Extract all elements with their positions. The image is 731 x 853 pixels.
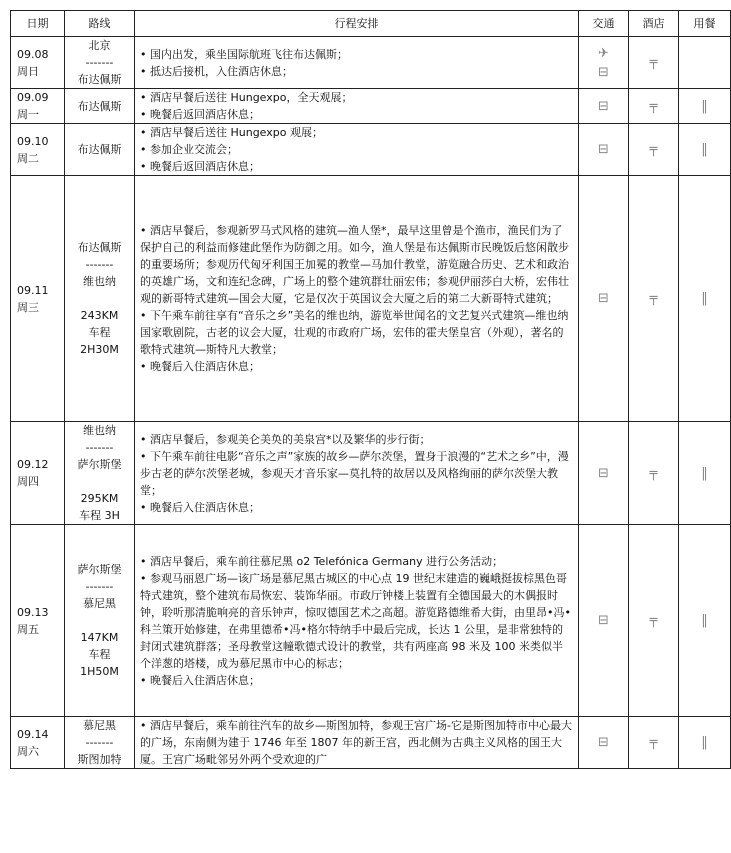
row-schedule (135, 89, 579, 124)
row-meal (679, 422, 731, 525)
header-hotel: 酒店 (629, 11, 679, 37)
row-date: 09.09 周一 (11, 89, 65, 124)
header-transport: 交通 (579, 11, 629, 37)
schedule-item: • 下午乘车前往享有“音乐之乡”美名的维也纳，游览举世闻名的文艺复兴式建筑—维也纳国家歌剧院，古老的议会大厦，壮观的市政府广场，宏伟的霍夫堡皇宫（外观），著名的歌特式建筑—斯特凡大教堂； (140, 309, 569, 356)
meal-icon: ‖ (701, 613, 708, 628)
schedule-item: • 酒店早餐后，乘车前往汽车的故乡—斯图加特，参观王宫广场-它是斯图加特市中心最大的广场，东南侧为建于 1746 年至 1807 年的新王宫，西北侧为古典主义风格的国王大厦。王宫广场毗邻另外两个受欢迎的广 (140, 719, 572, 766)
row-route: 慕尼黑 ------- 斯图加特 (65, 717, 135, 769)
header-route: 路线 (65, 11, 135, 37)
bus-icon: ⊟ (598, 613, 609, 628)
header-meal: 用餐 (679, 11, 731, 37)
row-schedule (135, 717, 579, 769)
row-route: 北京 ------- 布达佩斯 (65, 37, 135, 89)
bus-icon: ⊟ (598, 735, 609, 750)
row-transport (579, 89, 629, 124)
bus-icon: ⊟ (598, 142, 609, 157)
table-row (11, 525, 731, 717)
bus-icon: ⊟ (598, 64, 609, 80)
schedule-item: • 国内出发，乘坐国际航班飞往布达佩斯； (140, 47, 348, 61)
row-date: 09.12 周四 (11, 422, 65, 525)
row-meal (679, 717, 731, 769)
row-schedule (135, 525, 579, 717)
row-route: 维也纳 ------- 萨尔斯堡 295KM 车程 3H (65, 422, 135, 525)
table-row (11, 37, 731, 89)
schedule-item: • 晚餐后入住酒店休息； (140, 500, 260, 514)
row-route: 布达佩斯 ------- 维也纳 243KM 车程 2H30M (65, 176, 135, 422)
meal-icon: ‖ (701, 98, 708, 114)
itinerary-body (11, 37, 731, 769)
table-row (11, 89, 731, 124)
row-date: 09.08 周日 (11, 37, 65, 89)
table-row (11, 176, 731, 422)
row-meal (679, 525, 731, 717)
schedule-item: • 晚餐后入住酒店休息； (140, 673, 260, 687)
schedule-item: • 酒店早餐后，参观美仑美奂的美泉宫*以及繁华的步行街； (140, 432, 431, 446)
row-schedule (135, 124, 579, 176)
schedule-item: • 参加企业交流会； (140, 143, 238, 156)
schedule-item: • 晚餐后返回酒店休息； (140, 160, 260, 173)
header-schedule: 行程安排 (135, 11, 579, 37)
table-row (11, 124, 731, 176)
schedule-item: • 酒店早餐后，乘车前往慕尼黑 o2 Telefónica Germany 进行公务活动； (140, 554, 504, 568)
schedule-item: • 酒店早餐后送往 Hungexpo，全天观展； (140, 91, 353, 104)
row-meal (679, 176, 731, 422)
schedule-item: • 晚餐后入住酒店休息； (140, 360, 260, 373)
meal-icon: ‖ (701, 735, 708, 750)
bed-icon: ╤ (649, 613, 658, 628)
row-transport (579, 422, 629, 525)
table-row (11, 717, 731, 769)
schedule-item: • 晚餐后返回酒店休息； (140, 108, 260, 121)
row-route: 布达佩斯 (65, 89, 135, 124)
row-meal (679, 37, 731, 89)
row-meal (679, 124, 731, 176)
schedule-item: • 酒店早餐后，参观新罗马式风格的建筑—渔人堡*，最早这里曾是个渔市，渔民们为了保护自己的利益而修建此堡作为防御之用。如今，渔人堡是布达佩斯市民晚饭后悠闲散步的重要场所；参观历代匈牙利国王加冕的教堂—马加什教堂，游览融合历史、艺术和政治的英雄广场，文和连纪念碑，广场上的整个建筑群壮丽宏伟；参观伊丽莎白大桥，宏伟壮观的新哥特式建筑—国会大厦，它是仅次于英国议会大厦之后的第二大新哥特式建筑； (140, 224, 569, 305)
plane-icon: ✈ (598, 45, 609, 61)
table-header-row (11, 11, 731, 37)
header-date: 日期 (11, 11, 65, 37)
row-schedule (135, 422, 579, 525)
bed-icon: ╤ (649, 291, 658, 306)
row-route: 萨尔斯堡 ------- 慕尼黑 147KM 车程 1H50M (65, 525, 135, 717)
bus-icon: ⊟ (598, 465, 609, 481)
row-date: 09.11 周三 (11, 176, 65, 422)
meal-icon: ‖ (701, 465, 708, 481)
bed-icon: ╤ (649, 735, 658, 750)
row-transport (579, 717, 629, 769)
schedule-item: • 酒店早餐后送往 Hungexpo 观展； (140, 126, 323, 139)
row-hotel (629, 176, 679, 422)
row-hotel (629, 37, 679, 89)
row-schedule (135, 176, 579, 422)
meal-icon: ‖ (701, 142, 708, 157)
row-transport (579, 124, 629, 176)
row-hotel (629, 89, 679, 124)
row-hotel (629, 525, 679, 717)
row-transport (579, 525, 629, 717)
row-route: 布达佩斯 (65, 124, 135, 176)
row-date: 09.14 周六 (11, 717, 65, 769)
itinerary-table (10, 10, 731, 769)
row-date: 09.13 周五 (11, 525, 65, 717)
row-hotel (629, 717, 679, 769)
bed-icon: ╤ (649, 98, 658, 114)
row-date: 09.10 周二 (11, 124, 65, 176)
bed-icon: ╤ (649, 142, 658, 157)
bus-icon: ⊟ (598, 98, 609, 114)
table-row (11, 422, 731, 525)
row-hotel (629, 124, 679, 176)
row-hotel (629, 422, 679, 525)
bed-icon: ╤ (649, 465, 658, 481)
row-transport (579, 37, 629, 89)
row-schedule (135, 37, 579, 89)
row-meal (679, 89, 731, 124)
schedule-item: • 下午乘车前往电影“音乐之声”家族的故乡—萨尔茨堡，置身于浪漫的“艺术之乡”中，漫步古老的萨尔茨堡老城，参观天才音乐家—莫扎特的故居以及风格绚丽的萨尔茨堡大教堂； (140, 449, 569, 497)
bed-icon: ╤ (649, 55, 658, 70)
row-transport (579, 176, 629, 422)
bus-icon: ⊟ (598, 291, 609, 306)
schedule-item: • 参观马丽恩广场—该广场是慕尼黑古城区的中心点 19 世纪末建造的巍峨挺拔棕黑色哥特式建筑，整个建筑布局恢宏、装饰华丽。市政厅钟楼上装置有全德国最大的木偶报时钟，聆听那清脆响亮的音乐钟声，惊叹德国艺术之高超。游览路德维希大街，由里昂•冯•科兰策开始修建，在弗里德希•冯•格尔特纳手中最后完成，长达 1 公里，是非常独特的封闭式建筑群落；圣母教堂这幢歌德式设计的教堂，共有两座高 98 米及 100 米类似半个洋葱的塔楼，成为慕尼黑市中心的标志； (140, 571, 571, 670)
schedule-item: • 抵达后接机，入住酒店休息； (140, 64, 293, 78)
meal-icon: ‖ (701, 291, 708, 306)
